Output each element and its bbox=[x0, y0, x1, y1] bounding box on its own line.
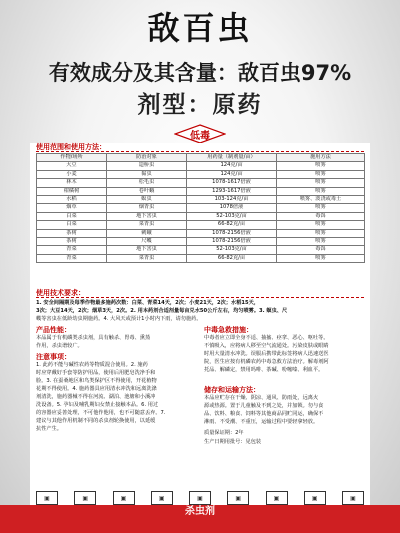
table-cell: 1078-2156倍液 bbox=[187, 238, 277, 246]
precautions-line: 时应穿戴好手套等防护用品，使用后用肥皂洗净手和 bbox=[36, 370, 156, 376]
technical-line: 蠖等害虫在低龄幼虫期施药。4. 大风天或预计1小时内下雨，请勿施药。 bbox=[36, 316, 202, 322]
table-cell: 1293-1617倍液 bbox=[187, 187, 277, 195]
table-cell: 林木 bbox=[37, 179, 107, 187]
first-aid-line: 不慎吸入，应将病人移至空气流通处。污染皮肤或眼睛 bbox=[204, 343, 329, 349]
production-date-text: 生产日期用批号：见包装 bbox=[204, 439, 262, 445]
first-aid-line: 时用大量清水冲洗。误服后携带此标签将病人迅速送医 bbox=[204, 351, 329, 357]
table-cell: 白菜 bbox=[37, 212, 107, 220]
usage-title: 使用范围和使用方法： bbox=[36, 143, 106, 151]
table-cell: 茶树 bbox=[37, 238, 107, 246]
precautions-line: 的容器应妥善处理，不可他作他用，也不可随意丢弃。7. bbox=[36, 410, 166, 416]
column-header: 用药量（制剂量/亩） bbox=[187, 154, 277, 162]
precautions-line: 花期不得使用。4. 施药器具应用清水冲洗和远离洗涤 bbox=[36, 386, 157, 392]
table-cell: 喷雾、泼浇或毒土 bbox=[277, 196, 365, 204]
column-header: 作物/场所 bbox=[37, 154, 107, 162]
table-row bbox=[37, 187, 365, 195]
storage-line: 源或热源。置于儿童触及不到之处，并加锁。勿与食 bbox=[204, 403, 324, 409]
table-cell: 66-82克/亩 bbox=[187, 254, 277, 262]
pictogram-icon: ▣ bbox=[151, 491, 173, 505]
usage-table-header bbox=[37, 154, 365, 162]
table-cell: 103-124克/亩 bbox=[187, 196, 277, 204]
table-cell: 毒饵 bbox=[277, 246, 365, 254]
table-cell: 尺蠖 bbox=[107, 238, 187, 246]
performance-line: 本品属于有机磷类杀虫剂，具有触杀、胃毒、熏蒸 bbox=[36, 335, 151, 341]
active-ingredient-line: 有效成分及其含量：敌百虫97% bbox=[48, 61, 352, 85]
table-row bbox=[37, 229, 365, 237]
usage-table bbox=[36, 153, 365, 263]
first-aid-line: 中毒者应立即全身不适、抽搐、痉挛、恶心、呕吐等。 bbox=[204, 335, 329, 341]
storage-line: 品、饮料、粮食、饲料等其他商品同贮同运，确保不 bbox=[204, 411, 324, 417]
first-aid-line: 院，医生应按有机磷农药中毒急救方法治疗。解毒剂阿 bbox=[204, 359, 329, 365]
storage-line: 本品应贮存在干燥、阴凉、通风、防雨处，远离火 bbox=[204, 395, 319, 401]
product-name: 敌百虫 bbox=[147, 9, 253, 47]
toxicity-label: 低毒 bbox=[190, 130, 210, 142]
table-cell: 地下害虫 bbox=[107, 212, 187, 220]
table-row bbox=[37, 196, 365, 204]
pictogram-icon: ▣ bbox=[74, 491, 96, 505]
toxicity-badge bbox=[174, 124, 226, 144]
column-header: 施用方法 bbox=[277, 154, 365, 162]
section-divider bbox=[36, 151, 364, 152]
pictogram-icon: ▣ bbox=[266, 491, 288, 505]
table-cell: 52-103克/亩 bbox=[187, 246, 277, 254]
table-cell: 菜青虫 bbox=[107, 221, 187, 229]
table-cell: 黏虫 bbox=[107, 170, 187, 178]
performance-line: 作用，杀虫谱较广。 bbox=[36, 343, 83, 349]
precautions-line: 抗性产生。 bbox=[36, 426, 62, 432]
safety-pictograms bbox=[36, 491, 364, 504]
table-cell: 螟虫 bbox=[107, 196, 187, 204]
table-cell: 烟草 bbox=[37, 204, 107, 212]
pictogram-icon: ▣ bbox=[342, 491, 364, 505]
table-cell: 青菜 bbox=[37, 246, 107, 254]
table-cell: 白菜 bbox=[37, 221, 107, 229]
pictogram-icon: ▣ bbox=[113, 491, 135, 505]
table-cell: 菜青虫 bbox=[107, 254, 187, 262]
table-cell: 茶树 bbox=[37, 229, 107, 237]
first-aid-title: 中毒急救措施： bbox=[204, 326, 253, 334]
table-cell: 柑橘树 bbox=[37, 187, 107, 195]
table-row bbox=[37, 212, 365, 220]
table-cell: 卷叶蛾 bbox=[107, 187, 187, 195]
table-cell: 刺蛾 bbox=[107, 229, 187, 237]
table-row bbox=[37, 179, 365, 187]
pictogram-icon: ▣ bbox=[227, 491, 249, 505]
validity-text: 质量保证期：2年 bbox=[204, 430, 244, 436]
table-cell: 喷雾 bbox=[277, 187, 365, 195]
category-label: 杀虫剂 bbox=[185, 506, 215, 517]
table-cell: 毒饵 bbox=[277, 212, 365, 220]
precautions-line: 建议与其他作用机制不同的杀虫剂轮换使用，以延缓 bbox=[36, 418, 156, 424]
table-cell: 喷雾 bbox=[277, 221, 365, 229]
table-cell: 喷雾 bbox=[277, 204, 365, 212]
performance-title: 产品性能： bbox=[36, 326, 71, 334]
table-cell: 喷雾 bbox=[277, 229, 365, 237]
table-cell: 喷雾 bbox=[277, 238, 365, 246]
table-cell: 小麦 bbox=[37, 170, 107, 178]
technical-line: 1. 安全间隔期及每季作物最多施药次数：白菜、青菜14天，2次；小麦21天，2次；水稻15天， bbox=[36, 300, 260, 306]
precautions-line: 剂清洗，施药器械不得在河流、湖泊、池塘和小溪冲 bbox=[36, 394, 156, 400]
column-header: 防治对象 bbox=[107, 154, 187, 162]
table-cell: 124克/亩 bbox=[187, 170, 277, 178]
table-cell: 松毛虫 bbox=[107, 179, 187, 187]
table-row bbox=[37, 204, 365, 212]
table-cell: 1078-1617倍液 bbox=[187, 179, 277, 187]
precautions-line: 洗设备。5. 孕妇及哺乳期妇女禁止接触本品。6. 用过 bbox=[36, 402, 159, 408]
table-row bbox=[37, 254, 365, 262]
table-cell: 喷雾 bbox=[277, 254, 365, 262]
section-divider bbox=[36, 297, 364, 298]
technical-line: 3次；大豆14天，2次；烟草3天，2次。2. 用本药剂合适剂量每亩兑水50公斤左右，均匀喷雾。3. 螟虫、尺 bbox=[36, 308, 288, 314]
storage-title: 储存和运输方法： bbox=[204, 386, 260, 394]
table-row bbox=[37, 162, 365, 170]
table-cell: 烟青虫 bbox=[107, 204, 187, 212]
table-cell: 124克/亩 bbox=[187, 162, 277, 170]
precautions-line: 脸。3. 在蚕桑地区和鸟类保护区不得使用，开花植物 bbox=[36, 378, 157, 384]
table-row bbox=[37, 238, 365, 246]
table-cell: 青菜 bbox=[37, 254, 107, 262]
table-cell: 喷雾 bbox=[277, 162, 365, 170]
table-row bbox=[37, 246, 365, 254]
usage-table-body bbox=[37, 162, 365, 263]
precautions-line: 1. 此药不能与碱性农药等物质混合使用。2. 施药 bbox=[36, 362, 148, 368]
table-cell: 造桥虫 bbox=[107, 162, 187, 170]
pictogram-icon: ▣ bbox=[304, 491, 326, 505]
storage-line: 淋雨、不受潮、不重压，运输过程中要轻拿轻放。 bbox=[204, 419, 319, 425]
precautions-title: 注意事项： bbox=[36, 353, 71, 361]
pictogram-icon: ▣ bbox=[189, 491, 211, 505]
table-cell: 1078倍液 bbox=[187, 204, 277, 212]
table-cell: 1078-2156倍液 bbox=[187, 229, 277, 237]
table-cell: 水稻 bbox=[37, 196, 107, 204]
table-cell: 地下害虫 bbox=[107, 246, 187, 254]
table-cell: 52-103克/亩 bbox=[187, 212, 277, 220]
technical-title: 使用技术要求： bbox=[36, 289, 85, 297]
first-aid-line: 托品、解磷定，禁用吗啡、茶碱、吩噻嗪、利血平。 bbox=[204, 367, 324, 373]
table-cell: 喷雾 bbox=[277, 179, 365, 187]
formulation-line: 剂型：原药 bbox=[137, 92, 263, 118]
label-panel bbox=[30, 143, 370, 505]
table-row bbox=[37, 170, 365, 178]
pictogram-icon: ▣ bbox=[36, 491, 58, 505]
table-cell: 喷雾 bbox=[277, 170, 365, 178]
table-cell: 大豆 bbox=[37, 162, 107, 170]
table-row bbox=[37, 221, 365, 229]
table-cell: 66-82克/亩 bbox=[187, 221, 277, 229]
